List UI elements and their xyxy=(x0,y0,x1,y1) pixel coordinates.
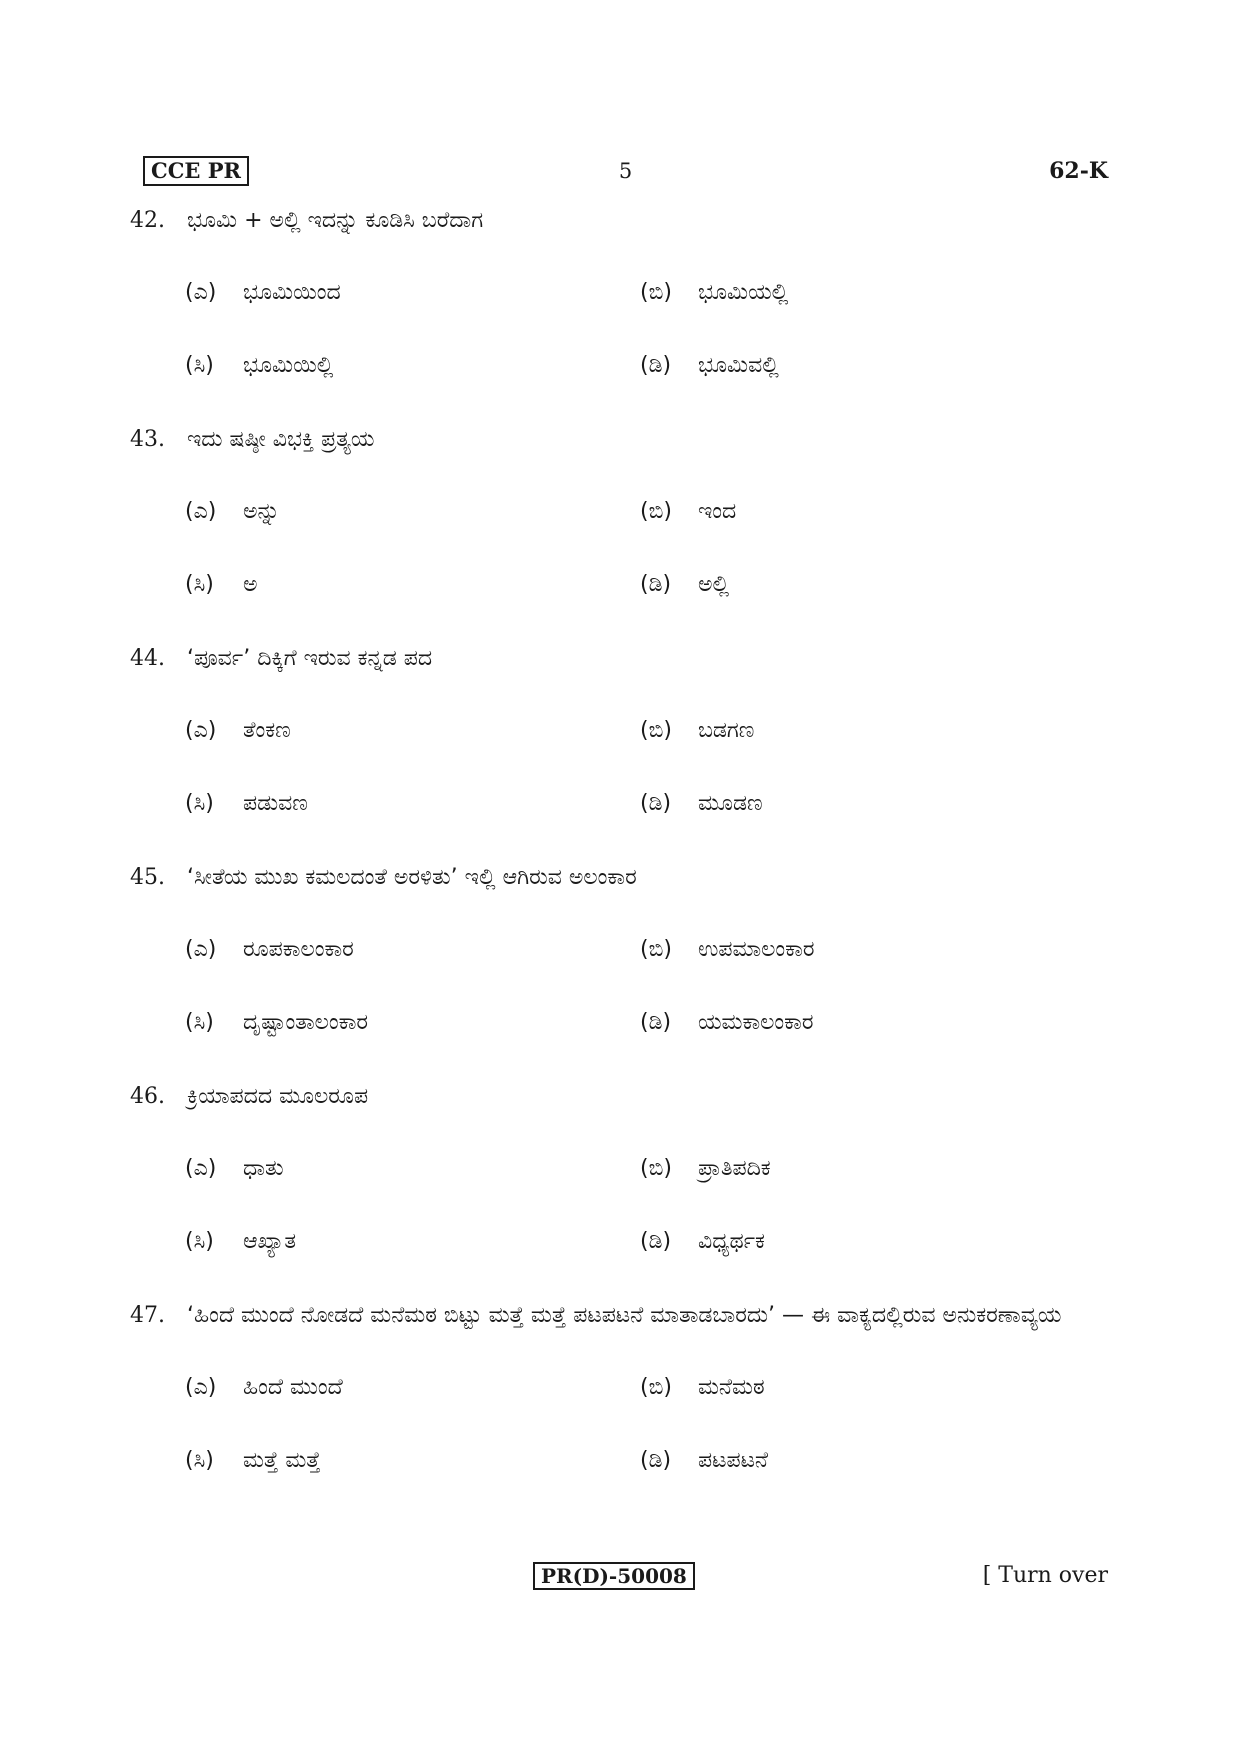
question-number: 44. xyxy=(130,646,165,671)
option-c xyxy=(185,341,640,391)
option-d xyxy=(640,998,1095,1048)
option-text: ಅಲ್ಲಿ xyxy=(698,572,730,597)
option-c xyxy=(185,1217,640,1267)
question-number: 42. xyxy=(130,208,165,233)
option-text: ಧಾತು xyxy=(243,1156,284,1181)
option-text: ಯಮಕಾಲಂಕಾರ xyxy=(698,1010,814,1035)
turn-over-note: [ Turn over xyxy=(982,1563,1108,1588)
question-number: 43. xyxy=(130,427,165,452)
option-text: ಪಡುವಣ xyxy=(243,791,308,816)
page-number: 5 xyxy=(618,159,633,183)
option-label: (ಡಿ) xyxy=(640,1010,672,1035)
option-label: (ಸಿ) xyxy=(185,353,214,378)
option-label: (ಸಿ) xyxy=(185,1010,214,1035)
option-label: (ಡಿ) xyxy=(640,572,672,597)
option-b xyxy=(640,1363,1095,1413)
option-b xyxy=(640,268,1095,318)
option-b xyxy=(640,487,1095,537)
option-label: (ಡಿ) xyxy=(640,1229,672,1254)
option-text: ಉಪಮಾಲಂಕಾರ xyxy=(698,937,815,962)
question-42 xyxy=(130,196,1108,391)
option-label: (ಸಿ) xyxy=(185,1448,214,1473)
question-text: ‘ಪೂರ್ವ’ ದಿಕ್ಕಿಗೆ ಇರುವ ಕನ್ನಡ ಪದ xyxy=(187,646,433,671)
option-c xyxy=(185,779,640,829)
options-grid xyxy=(185,1144,1108,1267)
option-label: (ಎ) xyxy=(185,1156,217,1181)
option-label: (ಎ) xyxy=(185,280,217,305)
question-text: ‘ಸೀತೆಯ ಮುಖ ಕಮಲದಂತೆ ಅರಳಿತು’ ಇಲ್ಲಿ ಆಗಿರುವ ಅಲಂಕಾರ xyxy=(187,865,637,890)
option-text: ಮತ್ತೆ ಮತ್ತೆ xyxy=(243,1448,321,1473)
paper-code: 62-K xyxy=(1049,158,1108,184)
options-grid xyxy=(185,1363,1108,1486)
question-44 xyxy=(130,634,1108,829)
question-text: ‘ಹಿಂದೆ ಮುಂದೆ ನೋಡದೆ ಮನೆಮಠ ಬಿಟ್ಟು ಮತ್ತೆ ಮತ್ತೆ ಪಟಪಟನೆ ಮಾತಾಡಬಾರದು’ — ಈ ವಾಕ್ಯದಲ್ಲಿರುವ ಅನುಕರಣಾವ್ಯಯ xyxy=(187,1303,1062,1328)
option-a xyxy=(185,487,640,537)
option-a xyxy=(185,706,640,756)
page-footer xyxy=(143,1562,1108,1594)
option-text: ದೃಷ್ಟಾಂತಾಲಂಕಾರ xyxy=(243,1010,368,1035)
option-text: ತೆಂಕಣ xyxy=(243,718,291,743)
question-number: 45. xyxy=(130,865,165,890)
option-d xyxy=(640,779,1095,829)
option-text: ಮೂಡಣ xyxy=(698,791,763,816)
option-a xyxy=(185,1144,640,1194)
option-c xyxy=(185,1436,640,1486)
option-b xyxy=(640,1144,1095,1194)
option-text: ಇಂದ xyxy=(698,499,737,524)
option-text: ಆಖ್ಯಾತ xyxy=(243,1229,296,1254)
option-c xyxy=(185,998,640,1048)
options-grid xyxy=(185,268,1108,391)
question-text: ಇದು ಷಷ್ಠೀ ವಿಭಕ್ತಿ ಪ್ರತ್ಯಯ xyxy=(187,427,375,452)
option-label: (ಡಿ) xyxy=(640,353,672,378)
exam-code-box: CCE PR xyxy=(143,156,249,186)
question-number: 47. xyxy=(130,1303,165,1328)
option-label: (ಸಿ) xyxy=(185,572,214,597)
option-text: ಹಿಂದೆ ಮುಂದೆ xyxy=(243,1375,343,1400)
option-d xyxy=(640,341,1095,391)
option-text: ಅ xyxy=(243,572,258,597)
option-d xyxy=(640,1217,1095,1267)
option-b xyxy=(640,706,1095,756)
options-grid xyxy=(185,487,1108,610)
option-label: (ಬಿ) xyxy=(640,280,672,305)
option-text: ಬಡಗಣ xyxy=(698,718,755,743)
page-header xyxy=(143,156,1108,188)
option-text: ಭೂಮಿಯಿಂದ xyxy=(243,280,341,305)
options-grid xyxy=(185,925,1108,1048)
question-text: ಭೂಮಿ + ಅಲ್ಲಿ ಇದನ್ನು ಕೂಡಿಸಿ ಬರೆದಾಗ xyxy=(187,208,484,233)
option-text: ಪಟಪಟನೆ xyxy=(698,1448,769,1473)
option-text: ಅನ್ನು xyxy=(243,499,280,524)
option-label: (ಬಿ) xyxy=(640,937,672,962)
option-text: ಭೂಮಿಯಲ್ಲಿ xyxy=(698,280,789,305)
option-label: (ಬಿ) xyxy=(640,1156,672,1181)
question-number: 46. xyxy=(130,1084,165,1109)
question-47 xyxy=(130,1291,1108,1486)
question-46 xyxy=(130,1072,1108,1267)
option-d xyxy=(640,1436,1095,1486)
question-43 xyxy=(130,415,1108,610)
option-a xyxy=(185,925,640,975)
option-label: (ಡಿ) xyxy=(640,791,672,816)
option-label: (ಬಿ) xyxy=(640,1375,672,1400)
option-c xyxy=(185,560,640,610)
option-label: (ಬಿ) xyxy=(640,718,672,743)
option-d xyxy=(640,560,1095,610)
option-label: (ಸಿ) xyxy=(185,791,214,816)
option-label: (ಎ) xyxy=(185,718,217,743)
option-a xyxy=(185,1363,640,1413)
option-label: (ಡಿ) xyxy=(640,1448,672,1473)
option-label: (ಸಿ) xyxy=(185,1229,214,1254)
option-text: ಭೂಮಿವಲ್ಲಿ xyxy=(698,353,779,378)
option-text: ವಿಧ್ಯರ್ಥಕ xyxy=(698,1229,765,1254)
options-grid xyxy=(185,706,1108,829)
option-b xyxy=(640,925,1095,975)
option-label: (ಎ) xyxy=(185,937,217,962)
option-text: ಭೂಮಿಯಿಲ್ಲಿ xyxy=(243,353,334,378)
option-label: (ಎ) xyxy=(185,1375,217,1400)
option-text: ಪ್ರಾತಿಪದಿಕ xyxy=(698,1156,771,1181)
option-label: (ಎ) xyxy=(185,499,217,524)
paper-id-box: PR(D)-50008 xyxy=(533,1562,695,1590)
option-label: (ಬಿ) xyxy=(640,499,672,524)
question-text: ಕ್ರಿಯಾಪದದ ಮೂಲರೂಪ xyxy=(187,1084,369,1109)
option-text: ರೂಪಕಾಲಂಕಾರ xyxy=(243,937,354,962)
question-45 xyxy=(130,853,1108,1048)
option-a xyxy=(185,268,640,318)
option-text: ಮನೆಮಠ xyxy=(698,1375,765,1400)
